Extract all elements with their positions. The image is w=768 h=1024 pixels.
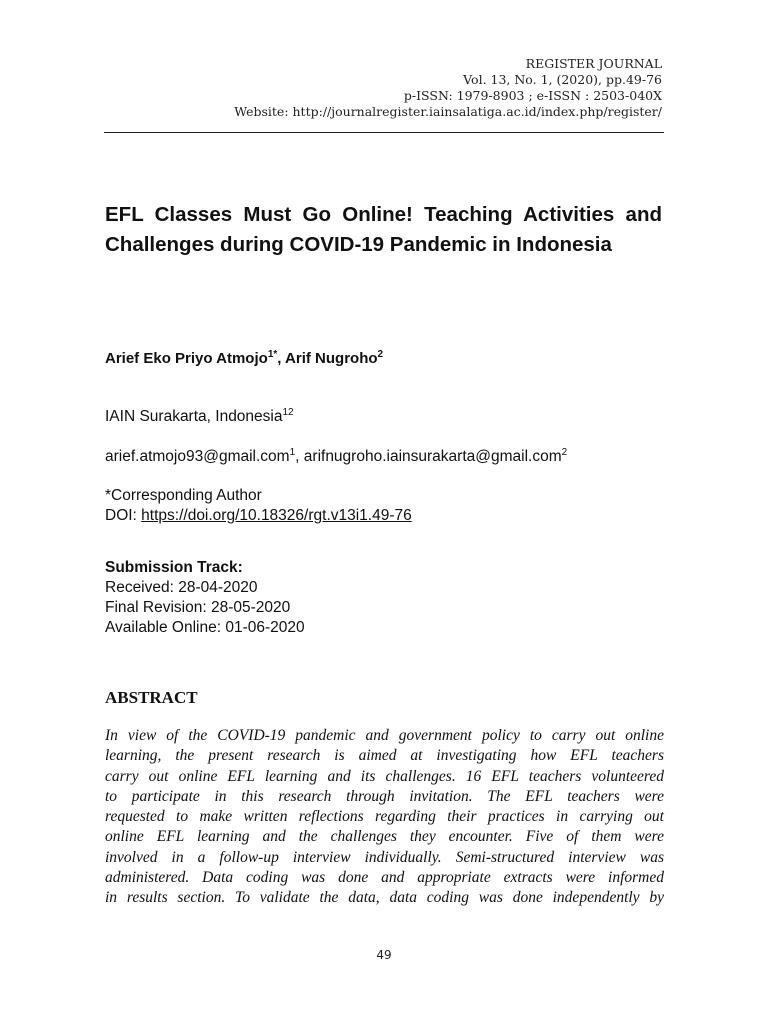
doi-label: DOI: — [105, 507, 142, 524]
abstract-line: to participate in this research through invitation. The EFL teachers were — [105, 787, 664, 805]
email-address: arifnugroho.iainsurakarta@gmail.com — [303, 448, 562, 466]
abstract-line: administered. Data coding was done and appropriate extracts were informed — [105, 869, 664, 887]
author-separator: , — [277, 350, 286, 367]
affiliation — [105, 407, 294, 426]
available-online-date: Available Online: 01-06-2020 — [105, 619, 305, 636]
abstract-line: involved in a follow-up interview individually. Semi-structured interview was — [105, 848, 664, 866]
received-date: Received: 28-04-2020 — [105, 579, 258, 596]
journal-issn: p-ISSN: 1979-8903 ; e-ISSN : 2503-040X — [403, 88, 662, 103]
abstract-heading: ABSTRACT — [105, 688, 198, 707]
author-affiliation-mark: 2 — [377, 349, 384, 360]
abstract-line: learning, the present research is aimed at investigating how EFL teachers — [105, 747, 664, 765]
abstract-line: online EFL learning and the challenges they encounter. Five of them were — [105, 828, 664, 846]
paper-title: EFL Classes Must Go Online! Teaching Activities and Challenges during COVID-19 Pandemic in Indonesia — [105, 203, 662, 256]
doi-link[interactable]: https://doi.org/10.18326/rgt.v13i1.49-76 — [141, 507, 412, 524]
abstract-body — [105, 726, 664, 909]
abstract-line: in results section. To validate the data, data coding was done independently by — [105, 889, 664, 907]
journal-website: Website: http://journalregister.iainsalatiga.ac.id/index.php/register/ — [234, 104, 662, 119]
author-name: Arif Nugroho — [285, 350, 378, 367]
abstract-line: requested to make written reflections regarding their practices in carrying out — [105, 808, 664, 826]
author-list — [105, 349, 383, 367]
email-address: arief.atmojo93@gmail.com — [105, 448, 290, 466]
author-emails — [105, 447, 567, 466]
journal-header — [234, 56, 662, 120]
page-number: 49 — [376, 948, 392, 962]
abstract-line: carry out online EFL learning and its challenges. 16 EFL teachers volunteered — [105, 767, 664, 785]
abstract-line: In view of the COVID-19 pandemic and government policy to carry out online — [105, 727, 664, 744]
email-separator: , — [295, 448, 304, 466]
email-mark: 2 — [561, 447, 568, 458]
final-revision-date: Final Revision: 28-05-2020 — [105, 599, 291, 616]
author-name: Arief Eko Priyo Atmojo — [105, 350, 268, 367]
corresponding-block — [105, 486, 412, 526]
header-divider — [104, 132, 664, 133]
affiliation-text: IAIN Surakarta, Indonesia — [105, 408, 283, 426]
submission-track — [105, 558, 305, 638]
submission-track-heading: Submission Track: — [105, 559, 243, 576]
author-affiliation-mark: 1* — [267, 349, 278, 360]
corresponding-author-note: *Corresponding Author — [105, 487, 262, 504]
journal-name: REGISTER JOURNAL — [525, 56, 662, 71]
journal-volume: Vol. 13, No. 1, (2020), pp.49-76 — [463, 72, 662, 87]
affiliation-mark: 12 — [282, 407, 294, 418]
email-mark: 1 — [289, 447, 296, 458]
doi-line — [105, 506, 412, 526]
